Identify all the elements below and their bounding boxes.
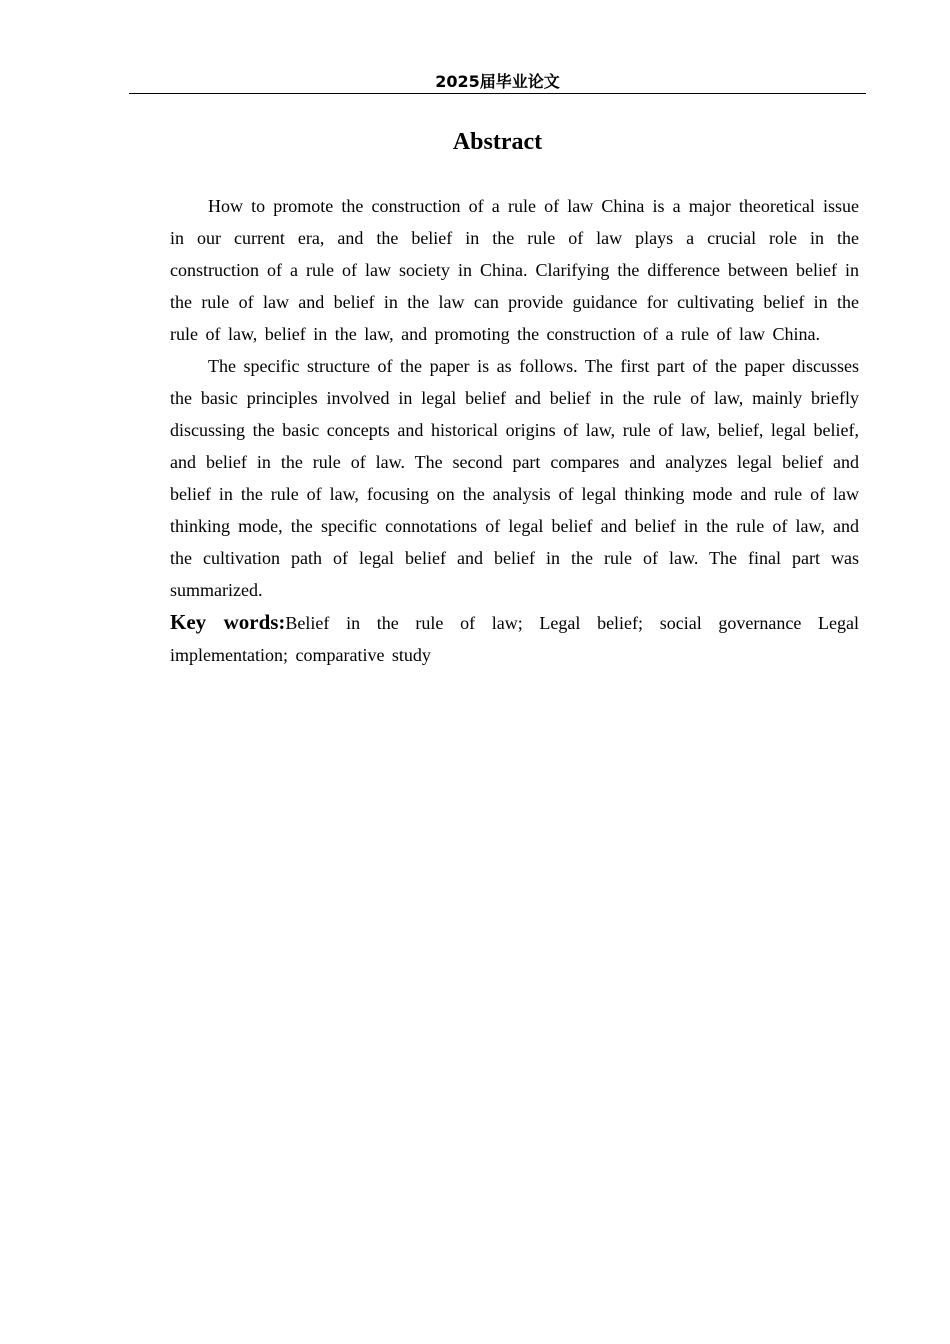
abstract-title: Abstract <box>452 129 543 155</box>
abstract-paragraph-2: The specific structure of the paper is as follows. The first part of the paper discusses the basic principles involved in legal belief and belief in the rule of law, mainly briefly discussing the basic concepts and historical origins of law, rule of law, belief, legal belief, and belief in the rule of law. The second part compares and analyzes legal belief and belief in the rule of law, focusing on the analysis of legal thinking mode and rule of law thinking mode, the specific connotations of legal belief and belief in the rule of law, and the cultivation path of legal belief and belief in the rule of law. The final part was summarized. <box>170 356 859 600</box>
page-header <box>129 70 866 94</box>
header-title: 2025届毕业论文 <box>435 72 560 91</box>
abstract-body <box>170 190 859 671</box>
keywords-text: Belief in the rule of law; Legal belief; social governance Legal implementation; comparative study <box>170 613 859 665</box>
keywords-label: Key words: <box>170 610 286 634</box>
abstract-paragraph-1: How to promote the construction of a rule of law China is a major theoretical issue in our current era, and the belief in the rule of law plays a crucial role in the construction of a rule of law society in China. Clarifying the difference between belief in the rule of law and belief in the law can provide guidance for cultivating belief in the rule of law, belief in the law, and promoting the construction of a rule of law China. <box>170 196 859 344</box>
keywords-line <box>170 606 859 671</box>
